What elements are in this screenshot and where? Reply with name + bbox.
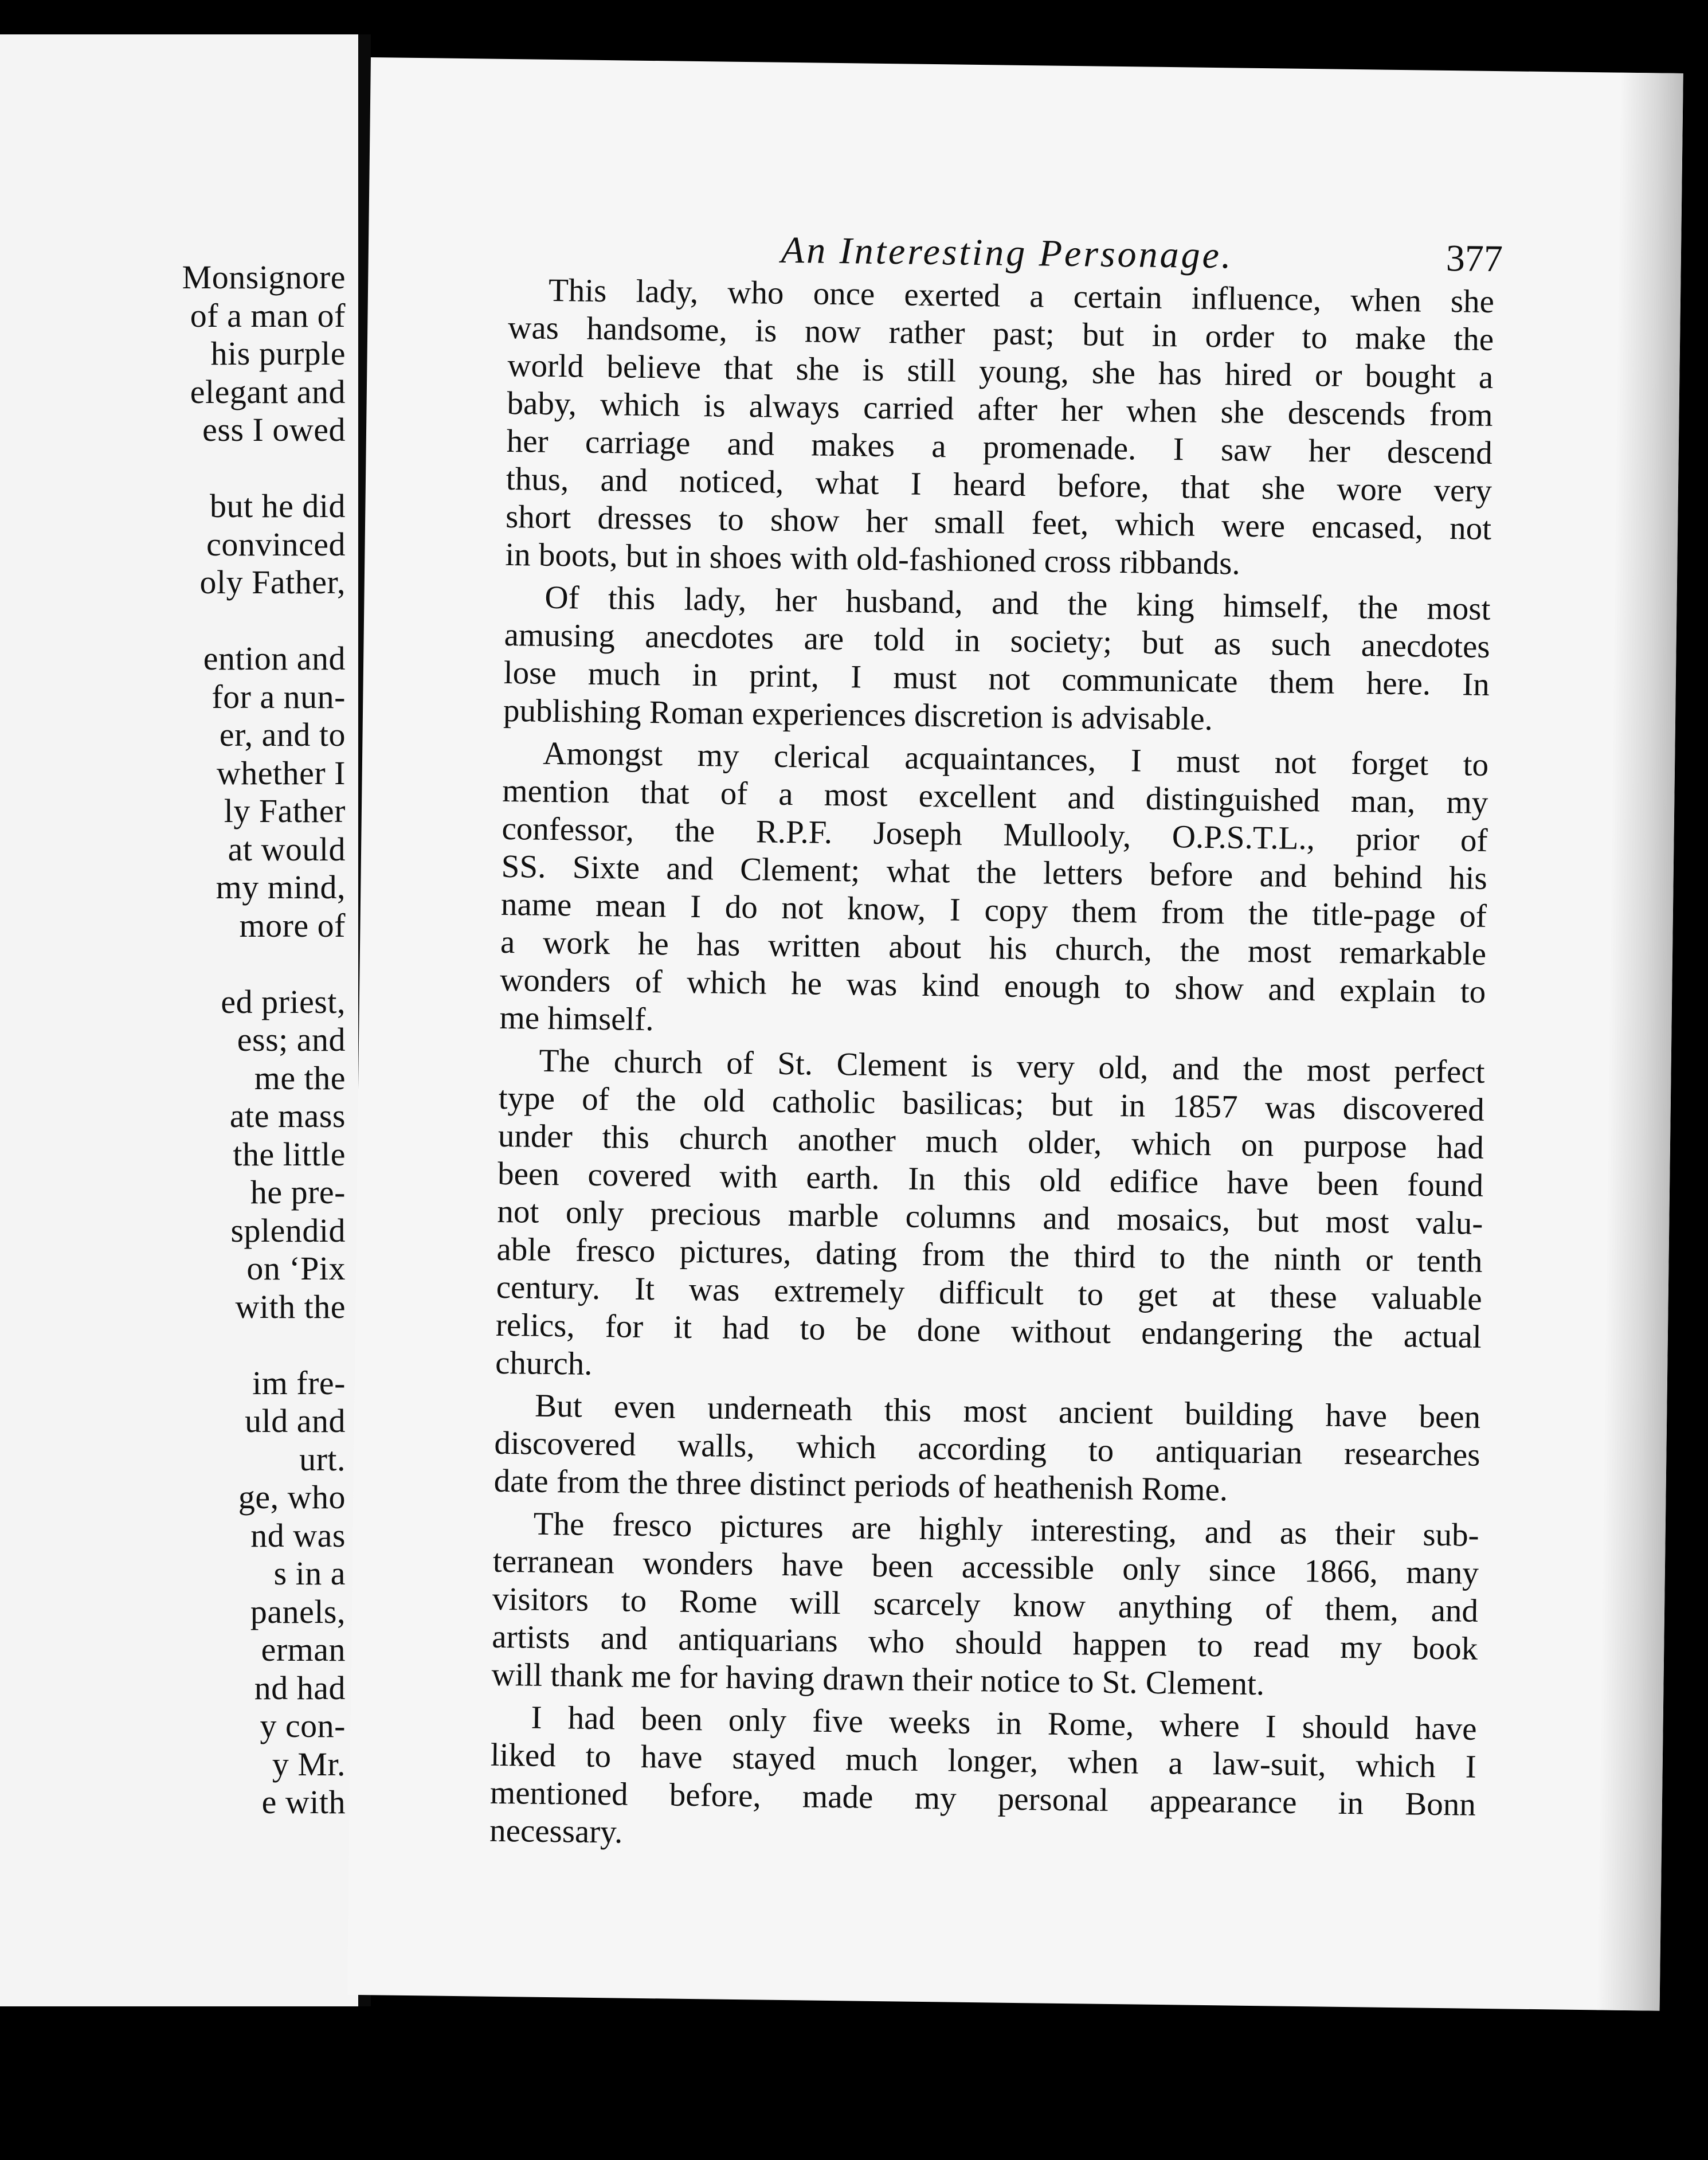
text-line: able fresco pictures, dating from the third to the ninth or tenth bbox=[496, 1231, 1483, 1279]
left-page-line: my mind, bbox=[216, 868, 346, 906]
running-head: An Interesting Personage. bbox=[781, 229, 1233, 277]
text-line: amusing anecdotes are told in society; but as such anecdotes bbox=[504, 616, 1490, 665]
text-line: I had been only five weeks in Rome, where I should have bbox=[531, 1699, 1477, 1747]
left-page bbox=[0, 34, 358, 2006]
left-page-line: Monsignore bbox=[182, 259, 346, 296]
text-line: lose much in print, I must not communicate them here. In bbox=[503, 654, 1490, 703]
text-line: wonders of which he was kind enough to show and explain to bbox=[499, 961, 1486, 1010]
left-page-line: ention and bbox=[203, 640, 346, 677]
left-page-line: but he did bbox=[210, 487, 346, 525]
left-page-line: ed priest, bbox=[221, 983, 346, 1020]
left-page-line: e with bbox=[261, 1783, 346, 1821]
paragraph bbox=[499, 734, 1488, 1049]
text-line: confessor, the R.P.F. Joseph Mullooly, O.P.S.T.L., prior of bbox=[502, 810, 1488, 859]
left-page-line: he pre- bbox=[250, 1173, 346, 1211]
paragraph bbox=[493, 1387, 1480, 1512]
left-page-line: s in a bbox=[273, 1555, 346, 1592]
text-line: type of the old catholic basilicas; but in 1857 was discovered bbox=[498, 1079, 1485, 1128]
left-page-line: er, and to bbox=[219, 716, 346, 753]
left-page-line: convinced bbox=[206, 525, 346, 563]
left-page-line: for a nun- bbox=[211, 678, 346, 715]
text-line: mention that of a most excellent and distinguished man, my bbox=[502, 772, 1488, 821]
text-line: This lady, who once exerted a certain influence, when she bbox=[548, 272, 1495, 320]
text-line: thus, and noticed, what I heard before, that she wore very bbox=[506, 460, 1492, 509]
text-line: date from the three distinct periods of heathenish Rome. bbox=[493, 1462, 1228, 1508]
left-page-line: of a man of bbox=[190, 296, 346, 334]
text-line: was handsome, is now rather past; but in order to make the bbox=[507, 309, 1494, 358]
body-text bbox=[489, 271, 1495, 1866]
left-page-line: y con- bbox=[260, 1707, 346, 1744]
text-line: The fresco pictures are highly interesting, and as their sub- bbox=[533, 1505, 1480, 1554]
text-line: relics, for it had to be done without endangering the actual bbox=[495, 1306, 1482, 1355]
page-edge-shadow bbox=[1597, 73, 1683, 2011]
left-page-line: me the bbox=[254, 1059, 346, 1097]
left-page-line: whether I bbox=[216, 754, 346, 792]
text-line: The church of St. Clement is very old, and the most perfect bbox=[539, 1042, 1485, 1090]
text-line: discovered walls, which according to antiquarian researches bbox=[494, 1425, 1480, 1473]
paragraph bbox=[495, 1042, 1485, 1394]
right-page bbox=[347, 57, 1683, 2011]
left-page-line: his purple bbox=[210, 335, 346, 372]
left-page-line: at would bbox=[228, 830, 346, 868]
left-page-line: im fre- bbox=[252, 1364, 346, 1402]
text-line: a work he has written about his church, the most remarkable bbox=[500, 924, 1487, 972]
text-line: Of this lady, her husband, and the king himself, the most bbox=[544, 579, 1491, 627]
text-line: visitors to Rome will scarcely know anything of them, and bbox=[492, 1580, 1479, 1629]
text-line: terranean wonders have been accessible only since 1866, many bbox=[492, 1543, 1479, 1591]
paragraph bbox=[491, 1505, 1479, 1706]
text-line: artists and antiquarians who should happen to read my book bbox=[491, 1618, 1478, 1667]
left-page-line: nd had bbox=[254, 1669, 346, 1707]
left-page-line: erman bbox=[261, 1631, 346, 1668]
text-line: necessary. bbox=[489, 1812, 623, 1850]
text-line: been covered with earth. In this old edifice have been found bbox=[497, 1155, 1484, 1204]
text-line: short dresses to show her small feet, which were encased, not bbox=[505, 498, 1492, 547]
left-page-line: y Mr. bbox=[272, 1745, 346, 1783]
text-line: her carriage and makes a promenade. I saw her descend bbox=[506, 422, 1493, 471]
left-page-line: oly Father, bbox=[199, 564, 346, 601]
left-page-line: urt. bbox=[299, 1440, 346, 1478]
text-line: mentioned before, made my personal appearance in Bonn bbox=[489, 1774, 1476, 1823]
text-line: world believe that she is still young, she has hired or bought a bbox=[507, 347, 1494, 396]
text-line: under this church another much older, which on purpose had bbox=[497, 1117, 1484, 1166]
left-page-line: ge, who bbox=[238, 1478, 346, 1516]
text-line: not only precious marble columns and mosaics, but most valu- bbox=[497, 1193, 1483, 1242]
text-line: Amongst my clerical acquaintances, I must not forget to bbox=[542, 735, 1489, 783]
left-page-line: ess I owed bbox=[202, 411, 346, 448]
text-line: liked to have stayed much longer, when a law-suit, which I bbox=[490, 1736, 1477, 1785]
text-line: baby, which is always carried after her when she descends from bbox=[507, 385, 1493, 433]
left-page-line: panels, bbox=[250, 1592, 346, 1630]
left-page-line: the little bbox=[233, 1135, 346, 1173]
text-line: SS. Sixte and Clement; what the letters before and behind his bbox=[501, 848, 1488, 897]
text-line: publishing Roman experiences discretion is advisable. bbox=[503, 692, 1213, 738]
text-line: me himself. bbox=[499, 999, 655, 1038]
left-page-line: uld and bbox=[245, 1402, 346, 1439]
left-page-line: splendid bbox=[230, 1211, 346, 1249]
left-page-line: on ‘Pix bbox=[246, 1250, 346, 1287]
left-page-line: with the bbox=[235, 1288, 346, 1325]
left-page-line: elegant and bbox=[190, 373, 346, 410]
text-line: But even underneath this most ancient building have been bbox=[534, 1387, 1481, 1435]
paragraph bbox=[505, 271, 1494, 586]
text-line: name mean I do not know, I copy them from the title-page of bbox=[500, 886, 1487, 934]
left-page-line: ate mass bbox=[229, 1097, 346, 1134]
paragraph bbox=[489, 1699, 1477, 1862]
text-line: church. bbox=[495, 1344, 593, 1382]
left-page-line: nd was bbox=[250, 1516, 346, 1554]
page-number: 377 bbox=[1445, 237, 1503, 280]
left-page-line: ly Father bbox=[224, 792, 346, 829]
left-page-line: ess; and bbox=[237, 1021, 346, 1058]
left-page-line: more of bbox=[239, 906, 346, 944]
text-line: will thank me for having drawn their notice to St. Clement. bbox=[491, 1656, 1265, 1703]
text-line: in boots, but in shoes with old-fashioned cross ribbands. bbox=[505, 536, 1241, 582]
text-line: century. It was extremely difficult to get at these valuable bbox=[496, 1269, 1483, 1317]
paragraph bbox=[503, 578, 1491, 742]
